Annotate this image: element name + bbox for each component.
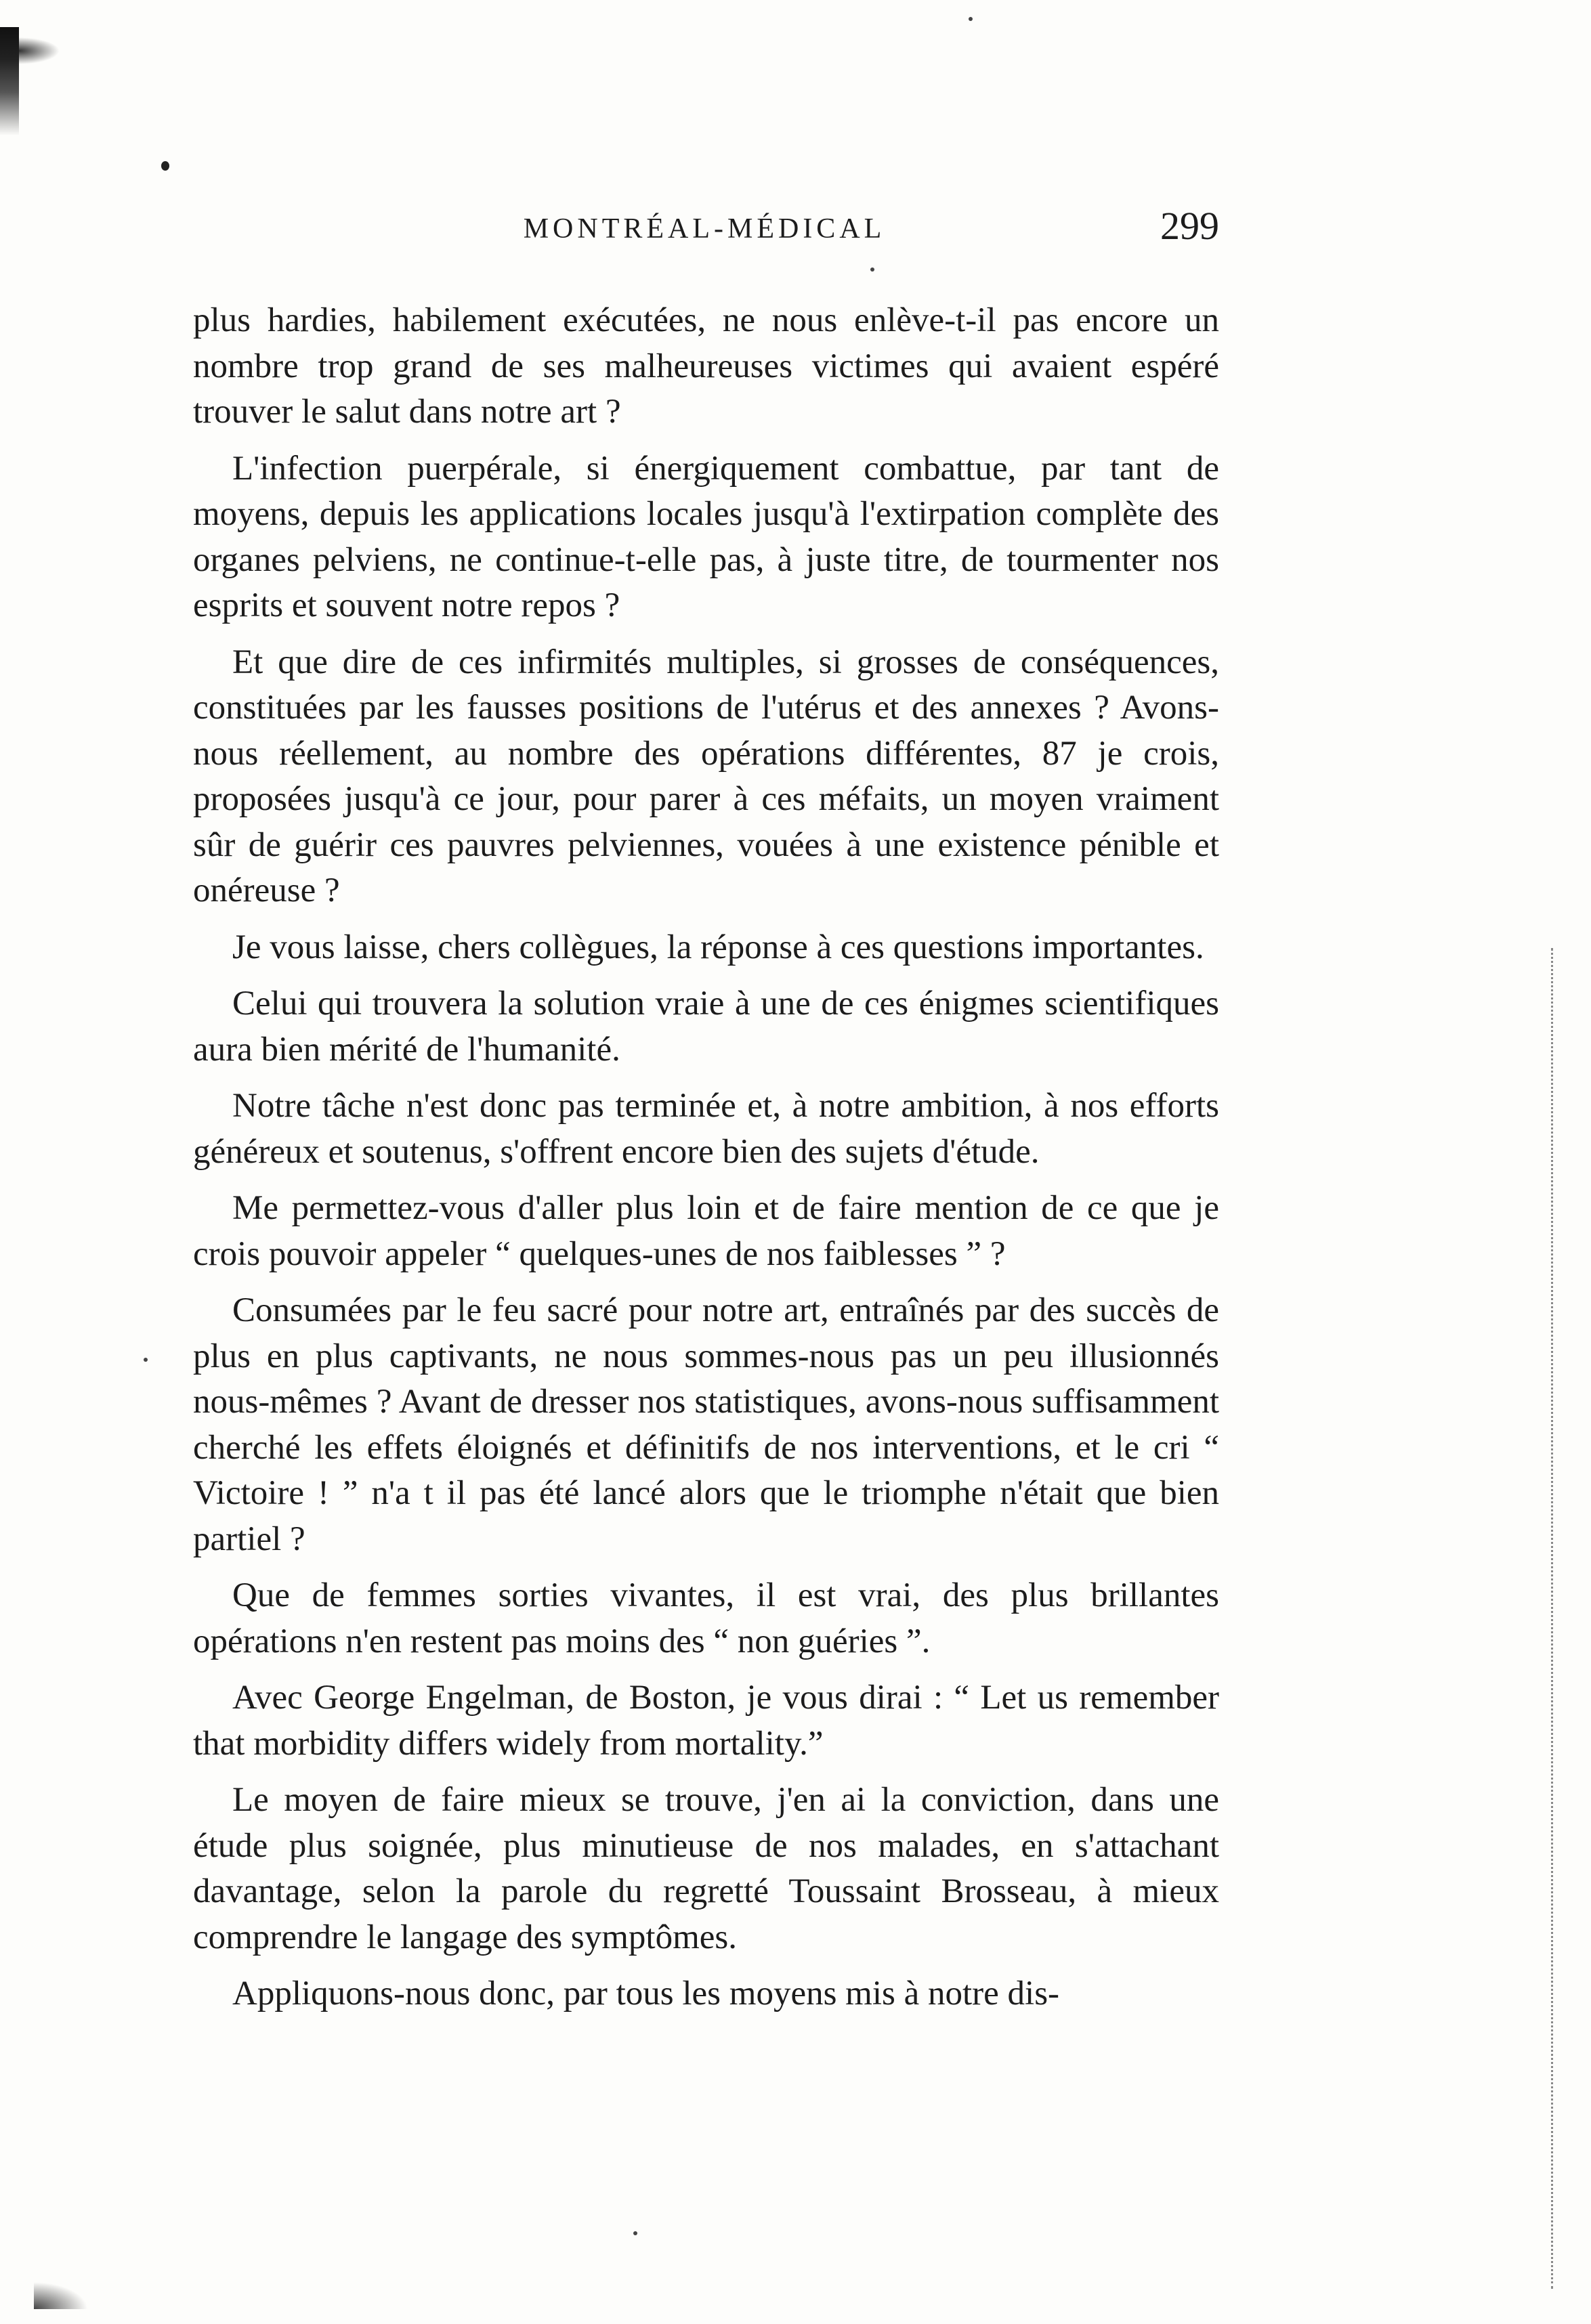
scan-artifact-top-left-smudge bbox=[19, 37, 60, 64]
paragraph: Celui qui trouvera la solution vraie à une de ces énigmes scientifiques aura bien mérité de l'humanité. bbox=[193, 985, 1219, 1069]
scan-artifact-dotted-edge bbox=[1551, 948, 1553, 2289]
paragraph: Appliquons-nous donc, par tous les moyens mis à notre dis- bbox=[232, 1975, 1060, 2013]
scan-artifact-top-left bbox=[0, 27, 19, 135]
scan-artifact-speck bbox=[870, 267, 874, 272]
paragraph: Avec George Engelman, de Boston, je vous dirai : “ Let us remember that morbidity differs widely from mortality.” bbox=[193, 1679, 1219, 1763]
paragraph: Consumées par le feu sacré pour notre art, entraînés par des succès de plus en plus captivants, ne nous sommes-nous pas un peu illusionnés nous-mêmes ? Avant de dresser nos statistiques, avons-nous suffisamment cherché les effets éloignés et définitifs de nos interventions, et le cri “ Victoire ! ” n'a t il pas été lancé alors que le triomphe n'était que bien partiel ? bbox=[193, 1291, 1219, 1558]
scan-artifact-bottom-left bbox=[34, 2282, 88, 2309]
body-text bbox=[193, 298, 1219, 2028]
page-number: 299 bbox=[1160, 204, 1219, 248]
scan-artifact-speck bbox=[969, 17, 973, 21]
paragraph: Le moyen de faire mieux se trouve, j'en ai la conviction, dans une étude plus soignée, plus minutieuse de nos malades, en s'attachant davantage, selon la parole du regretté Toussaint Brosseau, à mieux comprendre le langage des symptômes. bbox=[193, 1781, 1219, 1956]
paragraph: Je vous laisse, chers collègues, la réponse à ces questions importantes. bbox=[232, 928, 1204, 966]
paragraph: plus hardies, habilement exécutées, ne nous enlève-t-il pas encore un nombre trop grand de ses malheureuses victimes qui avaient espéré trouver le salut dans notre art ? bbox=[193, 301, 1219, 431]
paragraph: Me permettez-vous d'aller plus loin et de faire mention de ce que je crois pouvoir appeler “ quelques-unes de nos faiblesses ” ? bbox=[193, 1189, 1219, 1273]
scan-artifact-dot bbox=[161, 161, 169, 171]
scan-artifact-speck bbox=[144, 1358, 148, 1362]
running-head: MONTRÉAL-MÉDICAL bbox=[523, 213, 886, 244]
paragraph: L'infection puerpérale, si énergiquement combattue, par tant de moyens, depuis les applications locales jusqu'à l'extirpation complète des organes pelviens, ne continue-t-elle pas, à juste titre, de tourmenter nos esprits et souvent notre repos ? bbox=[193, 449, 1219, 624]
paragraph: Que de femmes sorties vivantes, il est vrai, des plus brillantes opérations n'en restent pas moins des “ non guéries ”. bbox=[193, 1576, 1219, 1660]
paragraph: Notre tâche n'est donc pas terminée et, à notre ambition, à nos efforts généreux et soutenus, s'offrent encore bien des sujets d'étude. bbox=[193, 1087, 1219, 1171]
paragraph: Et que dire de ces infirmités multiples, si grosses de conséquences, constituées par les fausses positions de l'utérus et des annexes ? Avons-nous réellement, au nombre des opérations différentes, 87 je crois, proposées jusqu'à ce jour, pour parer à ces méfaits, un moyen vraiment sûr de guérir ces pauvres pelviennes, vouées à une existence pénible et onéreuse ? bbox=[193, 643, 1219, 909]
scan-artifact-speck bbox=[633, 2231, 637, 2235]
page-header bbox=[190, 203, 1219, 257]
